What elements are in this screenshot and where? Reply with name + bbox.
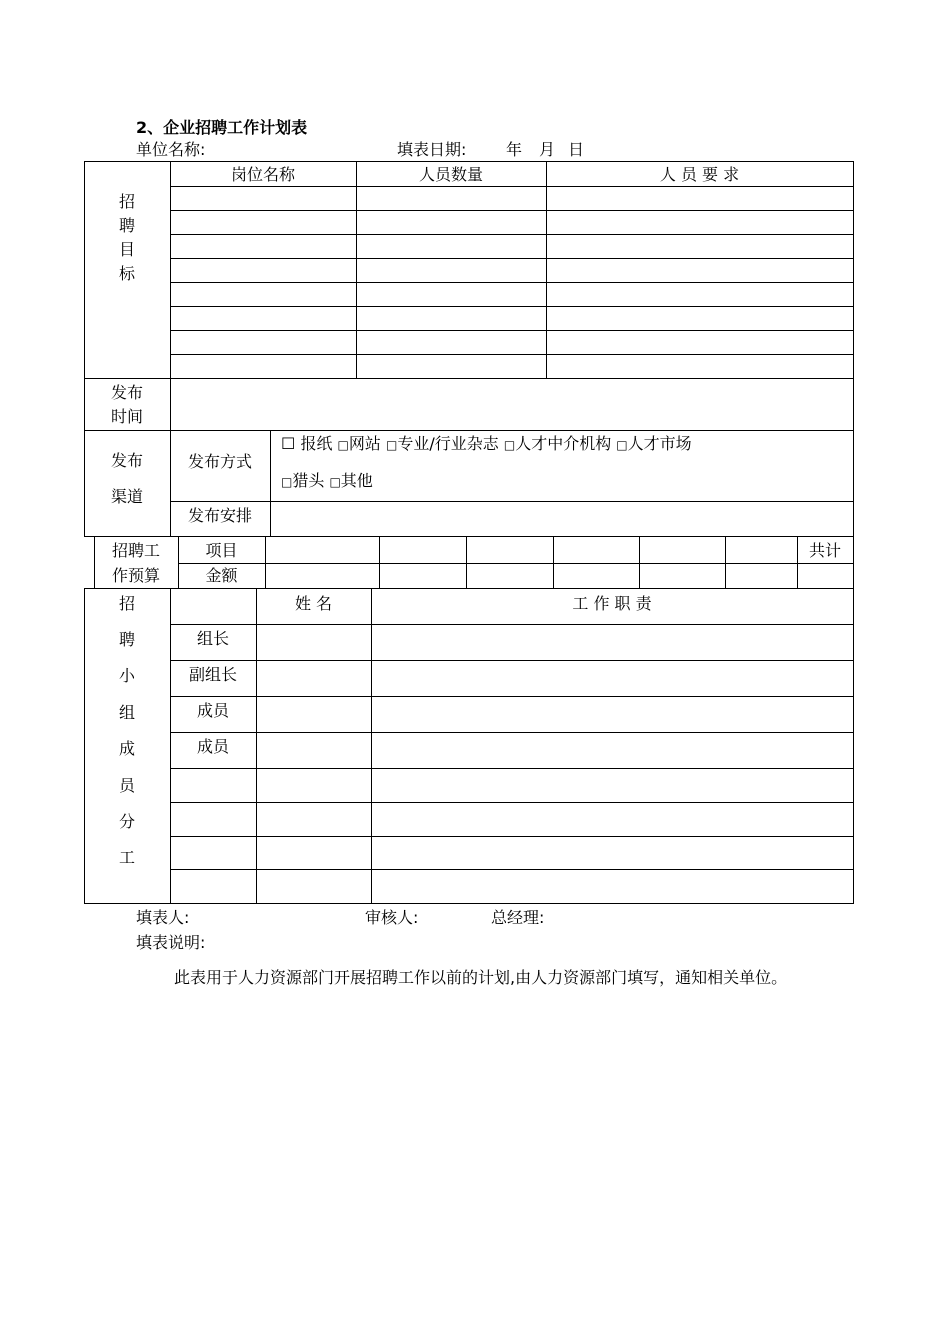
team-char-7: 分 [118,812,135,831]
budget-total-label: 共计 [808,541,841,560]
channel-options-line-2 [281,471,373,492]
month-label: 月 [539,140,556,159]
notes-text: 此表用于人力资源部门开展招聘工作以前的计划,由人力资源部门填写，通知相关单位。 [174,968,788,987]
day-label: 日 [568,140,585,159]
publish-arrange-label: 发布安排 [187,506,252,525]
publish-method-label: 发布方式 [187,452,252,471]
channel-options-line-1 [281,434,692,455]
option-magazine: 专业/行业杂志 [397,434,499,453]
role-member-2: 成员 [196,737,229,756]
budget-label: 招聘工 [111,541,160,560]
team-char-2: 聘 [118,630,135,649]
checkbox-agency[interactable]: □ [503,438,516,452]
team-char-6: 员 [118,776,135,795]
name-header: 姓 名 [294,594,333,613]
year-label: 年 [506,140,523,159]
option-headhunter: 猎头 [292,471,325,490]
team-char-5: 成 [118,739,135,758]
general-manager-label: 总经理: [491,908,545,927]
channel-label-2: 渠道 [110,487,143,506]
team-char-1: 招 [118,594,135,613]
option-talent-market: 人才市场 [627,434,692,453]
reviewer-label: 审核人: [365,908,419,927]
checkbox-magazine[interactable]: □ [386,438,398,452]
team-char-3: 小 [118,666,135,685]
checkbox-headhunter[interactable]: □ [281,475,293,489]
col-header-position: 岗位名称 [230,165,295,184]
filler-label: 填表人: [136,908,190,927]
channel-label: 发布 [110,451,143,470]
col-header-requirements: 人 员 要 求 [659,165,740,184]
checkbox-newspaper[interactable]: ☐ [281,434,296,453]
checkbox-talent-market[interactable]: □ [616,438,628,452]
role-member-1: 成员 [196,701,229,720]
publish-time-label-2: 时间 [110,407,143,426]
team-char-8: 工 [118,848,135,867]
col-header-quantity: 人员数量 [418,165,483,184]
checkbox-other[interactable]: □ [329,475,341,489]
option-other: 其他 [340,471,373,490]
role-leader: 组长 [196,629,229,648]
budget-item-label: 项目 [205,541,238,560]
unit-name-label: 单位名称: [136,140,206,159]
page-title: 2、企业招聘工作计划表 [136,118,308,137]
duty-header: 工 作 职 责 [572,594,652,613]
team-char-4: 组 [118,703,135,722]
role-deputy-leader: 副组长 [188,665,237,684]
option-agency: 人才中介机构 [515,434,612,453]
publish-time-label: 发布 [110,383,143,402]
option-newspaper: 报纸 [300,434,333,453]
notes-label: 填表说明: [136,933,206,952]
fill-date-label: 填表日期: [397,140,467,159]
option-website: 网站 [348,434,381,453]
section-label-recruit-target: 招 聘 目 标 [118,192,135,283]
budget-label-2: 作预算 [111,566,160,585]
checkbox-website[interactable]: □ [337,438,349,452]
budget-amount-label: 金额 [205,566,238,585]
